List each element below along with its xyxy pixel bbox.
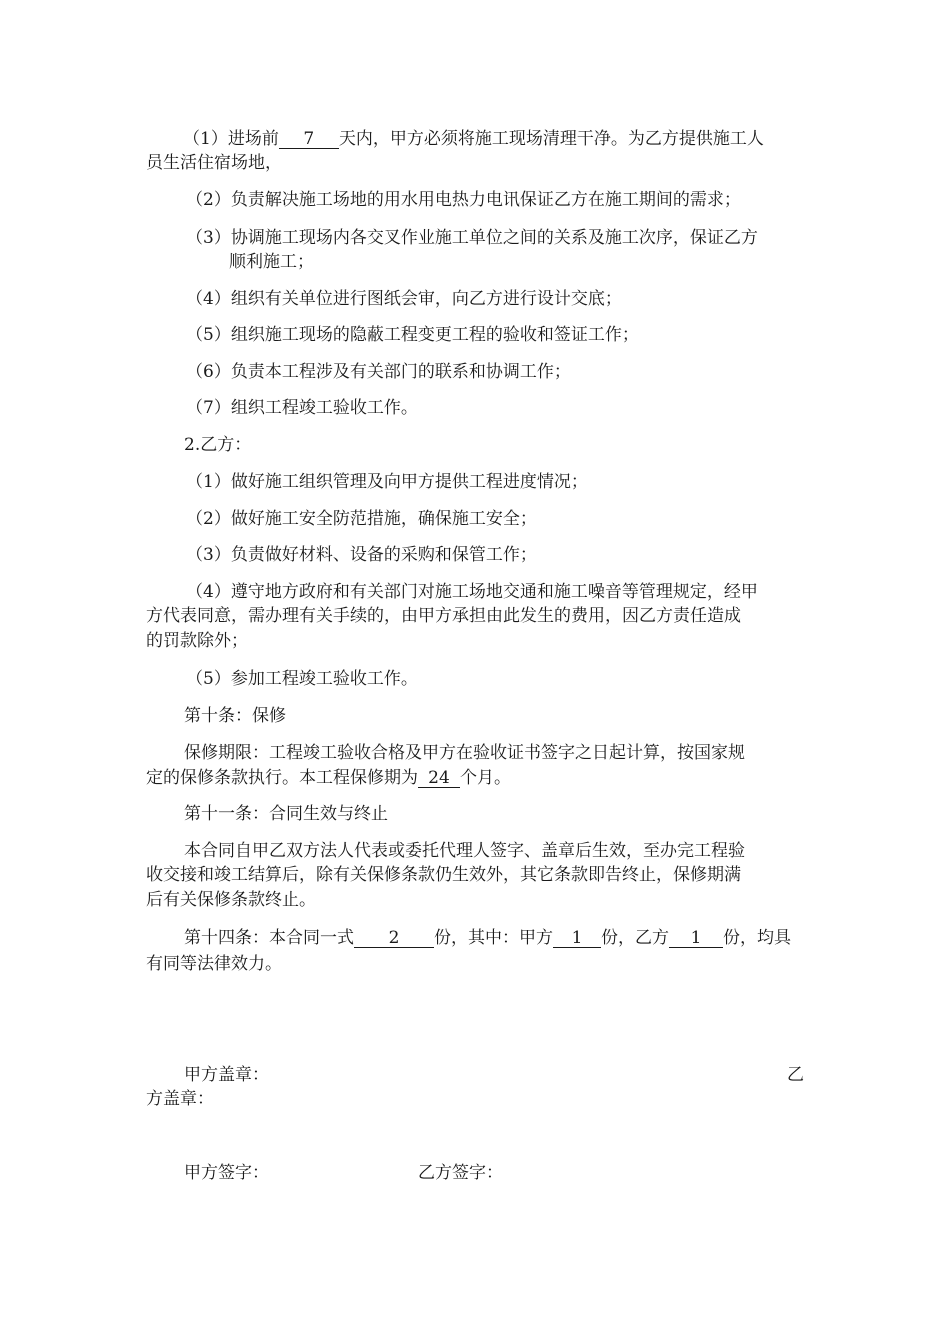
- party-a-item-1-cont: 员生活住宿场地，: [146, 153, 282, 173]
- article-10-heading: 第十条：保修: [184, 706, 286, 726]
- party-a-seal-label: 甲方盖章：: [184, 1065, 269, 1085]
- party-b-item-3: （3）负责做好材料、设备的采购和保管工作；: [186, 545, 537, 565]
- party-b-item-4-line-2: 方代表同意，需办理有关手续的，由甲方承担由此发生的费用，因乙方责任造成: [146, 606, 741, 626]
- article-14-line-1: 第十四条：本合同一式 2 份，其中：甲方 1 份，乙方 1 份，均具: [184, 928, 791, 948]
- party-a-item-2: （2）负责解决施工场地的用水用电热力电讯保证乙方在施工期间的需求；: [186, 190, 741, 210]
- party-b-item-2: （2）做好施工安全防范措施，确保施工安全；: [186, 509, 537, 529]
- party-a-item-5: （5）组织施工现场的隐蔽工程变更工程的验收和签证工作；: [186, 325, 639, 345]
- party-a-item-7: （7）组织工程竣工验收工作。: [186, 398, 418, 418]
- warranty-months-value: 24: [418, 769, 460, 788]
- article-14-line-2: 有同等法律效力。: [146, 954, 282, 974]
- party-b-item-5: （5）参加工程竣工验收工作。: [186, 669, 418, 689]
- article-11-line-1: 本合同自甲乙双方法人代表或委托代理人签字、盖章后生效，至办完工程验: [184, 841, 745, 861]
- party-b-item-4-line-3: 的罚款除外；: [146, 631, 248, 651]
- article-10-line-1: 保修期限：工程竣工验收合格及甲方在验收证书签字之日起计算，按国家规: [184, 743, 745, 763]
- party-b-heading: 2.乙方：: [184, 435, 252, 455]
- party-a-signature-label: 甲方签字：: [184, 1163, 269, 1183]
- party-a-item-4: （4）组织有关单位进行图纸会审，向乙方进行设计交底；: [186, 289, 622, 309]
- article-11-heading: 第十一条：合同生效与终止: [184, 804, 388, 824]
- days-value: 7: [279, 130, 339, 149]
- party-b-item-1: （1）做好施工组织管理及向甲方提供工程进度情况；: [186, 472, 588, 492]
- party-a-copies-value: 1: [553, 929, 601, 948]
- article-10-line-2: 定的保修条款执行。本工程保修期为 24 个月。: [146, 768, 511, 788]
- party-a-item-1: （1）进场前 7 天内，甲方必须将施工现场清理干净。为乙方提供施工人: [183, 129, 764, 149]
- party-b-copies-value: 1: [669, 929, 723, 948]
- party-a-item-6: （6）负责本工程涉及有关部门的联系和协调工作；: [186, 362, 571, 382]
- party-a-item-3: （3）协调施工现场内各交叉作业施工单位之间的关系及施工次序，保证乙方: [186, 228, 758, 248]
- total-copies-value: 2: [354, 929, 434, 948]
- party-b-signature-label: 乙方签字：: [418, 1163, 503, 1183]
- party-b-seal-label-cont: 方盖章：: [146, 1089, 214, 1109]
- party-b-seal-label-start: 乙: [787, 1065, 804, 1085]
- party-b-item-4-line-1: （4）遵守地方政府和有关部门对施工场地交通和施工噪音等管理规定，经甲: [186, 582, 758, 602]
- article-11-line-2: 收交接和竣工结算后，除有关保修条款仍生效外，其它条款即告终止，保修期满: [146, 865, 741, 885]
- party-a-item-3-cont: 顺利施工；: [229, 252, 314, 272]
- article-11-line-3: 后有关保修条款终止。: [146, 890, 316, 910]
